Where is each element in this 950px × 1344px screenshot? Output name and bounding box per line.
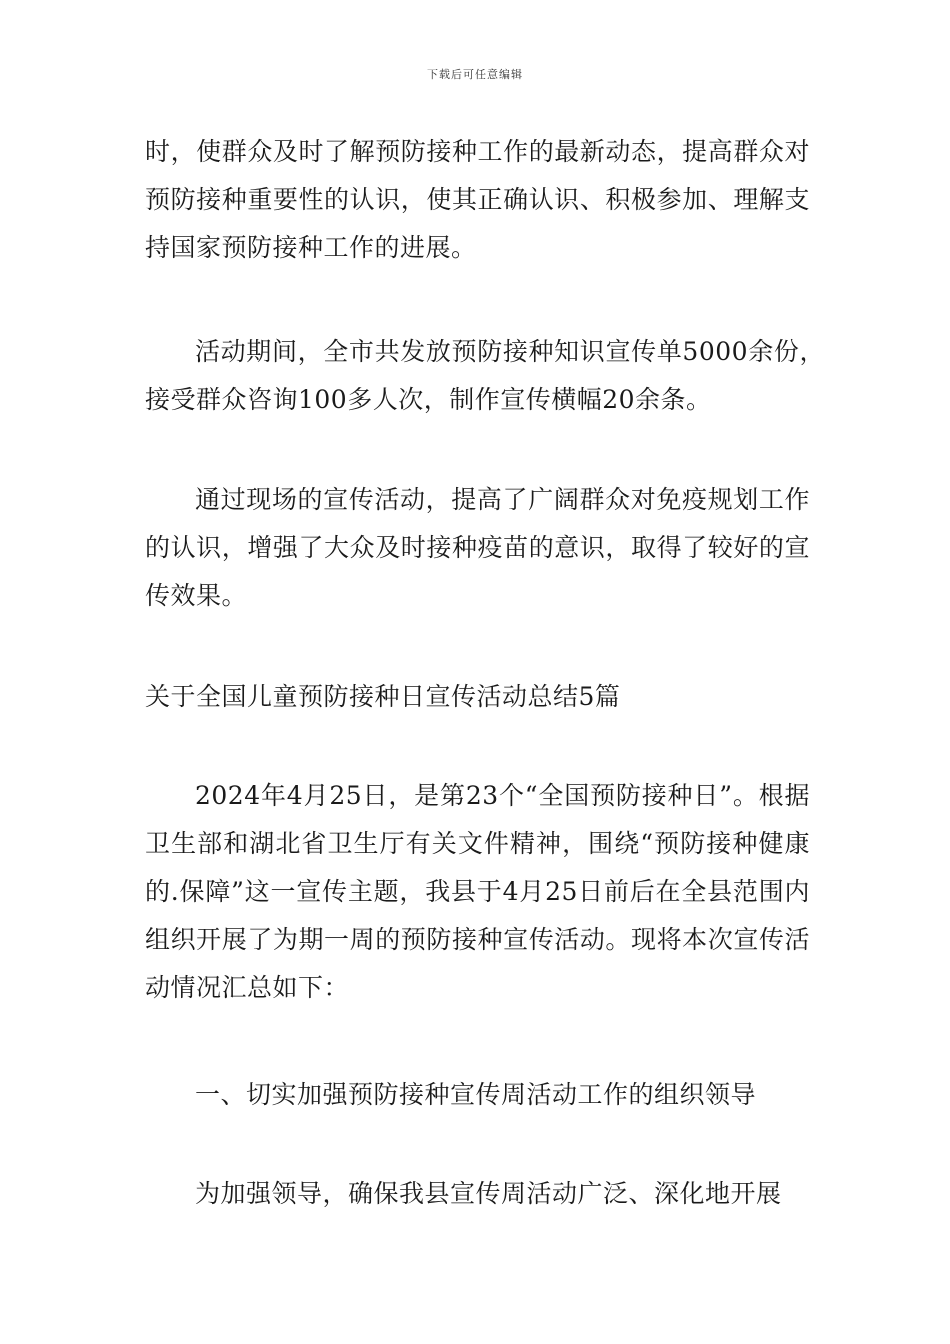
paragraph-leadership: 为加强领导，确保我县宣传周活动广泛、深化地开展 [195, 1179, 782, 1208]
paragraph-continuation: 时，使群众及时了解预防接种工作的最新动态，提高群众对预防接种重要性的认识，使其正确认识、积极参加、理解支持国家预防接种工作的进展。 [145, 137, 810, 262]
paragraph-activity-effect: 通过现场的宣传活动，提高了广阔群众对免疫规划工作的认识，增强了大众及时接种疫苗的意识，取得了较好的宣传效果。 [145, 485, 810, 610]
section-heading-1: 一、切实加强预防接种宣传周活动工作的组织领导 [195, 1080, 757, 1109]
paragraph-activity-stats: 活动期间，全市共发放预防接种知识宣传单5000余份，接受群众咨询100多人次，制作宣传横幅20余条。 [145, 337, 826, 414]
paragraph-intro: 2024年4月25日，是第23个“全国预防接种日”。根据卫生部和湖北省卫生厅有关文件精神，围绕“预防接种健康的.保障”这一宣传主题，我县于4月25日前后在全县范围内组织开展了为期一周的预防接种宣传活动。现将本次宣传活动情况汇总如下： [145, 781, 810, 1002]
document-title: 关于全国儿童预防接种日宣传活动总结5篇 [145, 682, 621, 711]
page-header-note: 下载后可任意编辑 [427, 68, 523, 81]
